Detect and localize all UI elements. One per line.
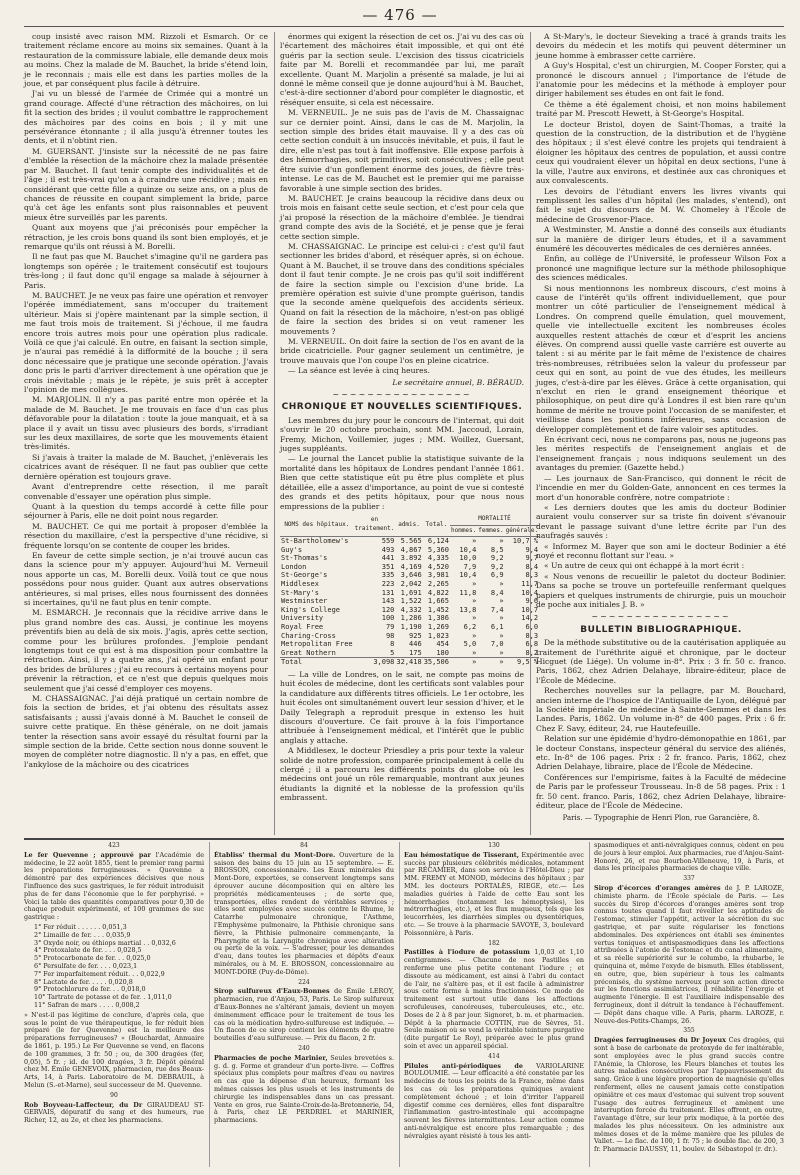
list-item: 7° Fer imparfaitement réduit. . . 0,022,9 bbox=[34, 969, 165, 978]
hospital-name: Charing-Cross bbox=[281, 631, 336, 640]
list-item: 11° Safran de mars . . . . 0,008,2 bbox=[34, 1000, 140, 1009]
table-cell: 8,3 bbox=[525, 571, 539, 580]
ad-body: Ces dragées, qui sont à base de carbonate de protoxyde de fer inaltérable, sont employées avec le plus grand succès contre l'Anémie, la Chlorose, les Fleurs blanches et toutes les autres maladies consécutives par l'appauvrissement du sang. Grâce à une légère proportion de magnésie qu'elles renferment, elles ne causent jamais cette constipation opiniâtre et ces maux d'estomac qui suivent trop souvent l'usage des autres ferrugineux et amènent une interruption forcée du traitement. Elles offrent, en outre, l'avantage d'être, sur leur prix modique, à la portée des malades les plus nécessiteux. On les administre aux mêmes doses et de la même manière que les pilules de Vallet. — Le flac. de 100, 1 fr. 75 ; le double flac. de 200, 3 fr. Pharmacie DAUSSY, 11, boulev. de Sébastopol (r. dr.). bbox=[594, 1036, 784, 1154]
table-cell: 175 bbox=[409, 648, 422, 657]
paragraph: Ce thème a été également choisi, et non moins habilement traité par M. Prescott Hewett, à St-George's Hospital. bbox=[536, 99, 786, 119]
table-cell: 143 bbox=[381, 597, 395, 606]
paragraph: Si j'avais à traiter la malade de M. Bauchet, j'enlèverais les cicatrices avant de réséquer. Il ne faut pas oublier que cette dernière opération est toujours grave. bbox=[24, 452, 268, 481]
table-group-header: MORTALITÉ bbox=[450, 514, 539, 525]
ornament-divider: ~~~~~~~~~~~~~~~~ bbox=[591, 612, 731, 622]
ad-title-eau-hemostatique: Eau hémostatique de Tisserant, bbox=[404, 850, 519, 859]
paragraph: Le docteur Bristol, doyen de Saint-Thomas, a traité la question de la construction, de la distribution et de l'hygiène des hôpitaux ; il s'est élevé contre les projets qui tendraient à éloigner les hôpitaux des centres de population, et aussi contre ceux qui voudraient élever un hôpital en deux sections, l'une à la ville, l'autre aux environs, et destinée aux cas chroniques et aux convalescents. bbox=[536, 119, 786, 186]
table-cell: 1,665 bbox=[427, 597, 449, 606]
paragraph: M. CHASSAIGNAC. J'ai déjà pratiqué un certain nombre de fois la section de brides, et j'ai obtenu des résultats assez satisfaisants ; aussi j'avais donné à M. Bauchet le conseil de suivre cette pratique. En thèse générale, on ne doit jamais tenter la résection sans avoir essayé du résultat fourni par la simple section de la bride. Cette section nous donne souvent le moyen de compléter notre diagnostic. Il n'y a pas, en effet, que l'ankylose de la mâchoire ou des cicatrices bbox=[24, 694, 268, 769]
table-cell: 559 bbox=[381, 537, 395, 546]
table-cell: 8,4 bbox=[490, 588, 504, 597]
paragraph: En faveur de cette simple section, je n'ai trouvé aucun cas dans la science pour m'y appuyer. Aujourd'hui M. Verneuil nous apporte un cas, M. Borelli deux. Voilà tout ce que nous possédons pour nous guider. Quant aux autres observations antérieures, si mal prises, elles nous fournissent des données si incertaines, qu'il ne faut plus en tenir compte. bbox=[24, 550, 268, 607]
paragraph: M. BAUCHET. Ce qui me portait à proposer d'emblée la résection du maxillaire, c'est la perspective d'une récidive, si fréquente lorsqu'on se contente de couper les brides. bbox=[24, 521, 268, 550]
table-cell: 14,2 bbox=[521, 614, 539, 623]
table-cell: » bbox=[499, 597, 504, 606]
table-cell: 8,5 bbox=[490, 545, 504, 554]
table-row bbox=[280, 537, 539, 546]
table-cell: 2,265 bbox=[427, 580, 449, 589]
column-divider bbox=[530, 32, 531, 835]
list-item: 6° Persulfate de fer. . . . 0,023,1 bbox=[34, 961, 138, 970]
paragraph: M. BAUCHET. Je crains beaucoup la récidive dans deux ou trois mois en faisant cette seule section, et c'est pour cela que j'ai proposé la résection de la mâchoire d'emblée. Je tiendrai grand compte des avis de la Société, et je pense que je ferai cette section simple. bbox=[280, 193, 524, 241]
paragraph: M. VERNEUIL. On doit faire la section de l'os en avant de la bride cicatricielle. Pour gagner seulement un centimètre, je trouve mauvais que l'on coupe l'os en pleine cicatrice. bbox=[280, 337, 524, 365]
table-cell: 4,822 bbox=[427, 588, 449, 597]
table-cell: 11,8 bbox=[459, 588, 477, 597]
table-cell: 7,9 bbox=[463, 562, 477, 571]
column-1 bbox=[24, 32, 268, 835]
table-cell: 6,124 bbox=[427, 537, 449, 546]
table-cell: 1,286 bbox=[400, 614, 422, 623]
table-cell: 9,2 bbox=[490, 554, 504, 563]
ad-body: 1,0,03 et 1,10 centigrammes. — Chacune de nos Pastilles en renferme une plus petite contenant l'iodure ; et dissoute au médicament, est ainsi à l'abri du contact de l'air, ne s'altère pas, et il est facile à administrer sous cette forme à mains fractionnées. Ce mode de traitement est surtout utile dans les affections scrofuleuses, cancéreuses, tuberculeuses, etc., etc. Doses de 2 à 8 par jour. Signoret, b. m. et pharmacien. Dépôt à la pharmacie COTTIN, rue de Sèvres, 51. Seule maison où se vend la véritable teinture purgative (dite purgatif Le Roy), préparée avec le plus grand soin et avec un appareil spécial. bbox=[404, 948, 584, 1050]
ad-title-sirop-eaux-bonnes: Sirop sulfureux d'Eaux-Bonnes bbox=[214, 987, 330, 996]
table-header: admis. bbox=[395, 514, 422, 537]
table-cell: 7,4 bbox=[490, 605, 504, 614]
paragraph: M. MARJOLIN. Il n'y a pas parité entre mon opérée et la malade de M. Bauchet. Je me trouvais en face d'un cas plus défavorable pour la dilatation : toute la joue manquait, et à sa place il y avait un tissu avec plusieurs des bords, s'irradiant sur les deux maxillaires, de sorte que les mouvements étaient très-limités. bbox=[24, 395, 268, 452]
paragraph: Il ne faut pas que M. Bauchet s'imagine qu'il ne gardera pas longtemps son opérée ; le traitement consécutif est toujours très-long ; il faut donc qu'il engage sa malade à séjourner à Paris. bbox=[24, 252, 268, 290]
ad-ref: 337 bbox=[683, 875, 695, 883]
table-row bbox=[280, 632, 539, 641]
hospital-name: St-Mary's bbox=[281, 588, 319, 597]
ad-divider bbox=[589, 842, 590, 1167]
paragraph: « Un autre de ceux qui ont échappé à la mort écrit : bbox=[544, 561, 745, 571]
biblio-title: BULLETIN BIBLIOGRAPHIQUE. bbox=[580, 624, 742, 635]
ad-title-fer-quevenne: Le fer Quevenne ; approuvé par bbox=[24, 850, 151, 859]
hospital-name: St-Thomas's bbox=[281, 554, 328, 563]
paragraph: Enfin, au collège de l'Université, le professeur Wilson Fox a prononcé une magnifique lecture sur la méthode philosophique des sciences médicales. bbox=[536, 254, 786, 283]
table-row bbox=[280, 563, 539, 572]
hospital-name: London bbox=[281, 562, 307, 571]
table-cell: Total bbox=[280, 658, 354, 667]
table-cell: 4,332 bbox=[400, 605, 422, 614]
table-cell: » bbox=[450, 658, 477, 667]
ad-body: l'Académie de médecine, le 22 août 1855, tient le premier rang parmi les préparations ferrugineuses. « Quevenne a démontré par des expériences décisives que nous l'influence des sucs gastriques, le fer réduit introduisit plus de fer dans l'économie que le fer porphyrisé. » Voici la table des quantités comparatives pour 0,30 de chaque produit expérimenté, et 100 grammes de suc gastrique : bbox=[24, 850, 204, 922]
table-cell: 13,8 bbox=[459, 605, 477, 614]
paragraph: — Les journaux de San-Francisco, qui donnent le récit de l'incendie en mer du Golden-Gate, annoncent en ces termes la mort d'un honorable confrère, notre compatriote : bbox=[536, 473, 786, 502]
paragraph: Avant d'entreprendre cette résection, il me paraît convenable d'essayer une opération plus simple. bbox=[24, 482, 268, 501]
table-cell: 446 bbox=[409, 640, 422, 649]
table-cell: 8,3 bbox=[525, 631, 539, 640]
table-cell: 9,4 bbox=[525, 545, 539, 554]
ad-body: spasmodiques et anti-névralgiques connus, cèdent en peu de jours à leur emploi. Aux pharmacies, rue d'Anjou-Saint-Honoré, 26, et rue Bourbon-Villeneuve, 19, à Paris, et dans les principales pharmacies de chaque ville. bbox=[594, 841, 784, 873]
table-cell: 4,867 bbox=[400, 545, 422, 554]
table-cell: 10,4 bbox=[459, 545, 477, 554]
table-cell: 120 bbox=[381, 605, 395, 614]
table-cell: 3.892 bbox=[400, 554, 422, 563]
table-cell: 10,4 bbox=[459, 571, 477, 580]
hospital-name: St-Bartholomew's bbox=[281, 537, 349, 546]
chronique-title: CHRONIQUE ET NOUVELLES SCIENTIFIQUES. bbox=[281, 402, 523, 413]
table-row bbox=[280, 614, 539, 623]
ad-title-dragees: Dragées ferrugineuses du Dr Joyeux bbox=[594, 1036, 726, 1045]
list-item: 1° Fer réduit . . . . . . 0,051,3 bbox=[34, 922, 127, 931]
table-header: générale. bbox=[505, 525, 540, 537]
ad-body: VARIOLARINE BOULOUMIÉ. — Leur efficacité a été constatée par les médecins de tous les points de la France, même dans les cas où les préparations quiniques avaient complètement échoué ; et loin d'irriter l'appareil digestif comme ces dernières, elles font disparaître l'inflammation gastro-intestinale qui accompagne souvent les fièvres intermittentes. Leur action comme anti-névralgique est encore plus remarquable ; des névralgies ayant résisté à tous les anti- bbox=[404, 1061, 584, 1140]
ad-ref: 414 bbox=[488, 1052, 500, 1060]
table-cell: 9,7 bbox=[525, 554, 539, 563]
paragraph: M. BAUCHET. Je ne veux pas faire une opération et renvoyer l'opérée immédiatement, sans m'occuper du traitement ultérieur. Mais si j'opère maintenant par la simple section, il me faut trois mois de traitement. Si j'échoue, il me faudra encore trois autres mois pour une opération plus radicale. Voilà ce que j'ai calculé. En outre, en faisant la section simple, je n'aurai pas remédié à la difformité de la bouche ; il sera donc nécessaire que je pratique une seconde opération. J'avais donc pris le parti d'arriver directement à une opération que je crois inévitable ; mais je le répète, je suis prêt à accepter l'opinion de mes collègues. bbox=[24, 290, 268, 395]
table-cell: 454 bbox=[436, 640, 449, 649]
paragraph: En écrivant ceci, nous ne comparons pas, nous ne jugeons pas les mérites respectifs de l'enseignement anglais et de l'enseignement français ; nous indiquons seulement un des avantages du premier. (Gazette hebd.) bbox=[536, 435, 786, 473]
table-cell: 2,042 bbox=[400, 580, 422, 589]
table-cell: 79 bbox=[385, 623, 395, 632]
table-cell: » bbox=[472, 614, 477, 623]
paragraph: A Westminster, M. Anstie a donné des conseils aux étudiants sur la manière de diriger leurs études, et il a savamment énuméré les découvertes médicales de ces dernières années. bbox=[536, 225, 786, 253]
list-item: 9° Protochlorure de fer. . . 0,018,0 bbox=[34, 985, 146, 994]
table-cell: 3,646 bbox=[400, 571, 422, 580]
table-cell: 8,4 bbox=[525, 562, 539, 571]
paragraph: Quant à la question du temps accordé à cette fille pour séjourner à Paris, elle ne doit point nous regarder. bbox=[24, 501, 268, 521]
table-cell: » bbox=[499, 648, 504, 657]
table-cell: 5,0 bbox=[463, 640, 477, 649]
table-cell: » bbox=[472, 648, 477, 657]
paragraph: J'ai vu un blessé de l'armée de Crimée qui a montré un grand courage. Affecté d'une rétraction des mâchoires, on lui fit la section des brides ; il voulut combattre le rapprochement des mâchoires par des coins en bois ; il y mit une persévérance étonnante ; il alla jusqu'à étrenner toutes les dents, et il n'obtint rien. bbox=[24, 89, 268, 146]
table-cell: » bbox=[499, 580, 504, 589]
table-cell: » bbox=[499, 614, 504, 623]
imprint: Paris. — Typographie de Henri Plon, rue Garancière, 8. bbox=[562, 813, 760, 822]
column-2 bbox=[280, 32, 539, 835]
table-cell: » bbox=[472, 580, 477, 589]
table-cell: 1,522 bbox=[400, 597, 422, 606]
ad-ref: 90 bbox=[110, 1091, 118, 1099]
hospital-name: Westminster bbox=[281, 597, 328, 606]
mortality-table bbox=[280, 514, 539, 667]
ad-title-mont-dore: Établiss' thermal du Mont-Dore. bbox=[214, 850, 336, 859]
paragraph: énormes qui exigent la résection de cet os. J'ai vu des cas où l'écartement des mâchoires était impossible, et qui ont été guéris par la section seule. L'excision des tissus cicatriciels faite par M. Borelli et recommandée par lui, me paraît excellente. Quant M. Marjolin a présenté sa malade, je lui ai donné le même conseil que je donne aujourd'hui à M. Bauchet, c'est-à-dire sectionner d'abord pour compléter le diagnostic, et réséquer ensuite, si cela est nécessaire. bbox=[280, 32, 524, 107]
hospital-name: Royal Free bbox=[281, 623, 324, 632]
table-cell: 11,7 bbox=[521, 580, 539, 589]
ad-title-rob: Rob Boyveau-Laffecteur, du Dr bbox=[24, 1100, 143, 1109]
ad-ref: 182 bbox=[488, 939, 500, 947]
table-cell: 4,169 bbox=[400, 562, 422, 571]
ad-title-sirop-oranges: Sirop d'écorces d'oranges amères bbox=[594, 883, 721, 892]
ornament-divider: ~~~~~~~~~~~~~~~~ bbox=[332, 390, 472, 400]
table-row bbox=[280, 571, 539, 580]
table-total-row bbox=[280, 658, 539, 667]
table-row bbox=[280, 580, 539, 589]
table-row bbox=[280, 623, 539, 632]
table-cell: 10,4 bbox=[521, 588, 539, 597]
paragraph: Si nous mentionnons les nombreux discours, c'est moins à cause de l'intérêt qu'ils offrent individuellement, que pour montrer un côté particulier de l'enseignement médical à Londres. On comprend quelle émulation, quel mouvement, quelle vie intellectuelle excitent les nombreuses écoles auxquelles restent attachés de cœur et d'esprit les anciens élèves. On comprend aussi quelle vaste carrière est ouverte au talent : si au mérite par le fait même de l'existence de chaires très-nombreuses, rétribuées selon la valeur du professeur par ceux qui en sont, au point de vue des études, les meilleurs juges, c'est-à-dire par les élèves. Grâce à cette organisation, qui n'exclut en rien le grand enseignement théorique et philosophique, on peut dire qu'à Londres il est bien rare qu'un homme de mérite ne trouve point l'occasion de se manifester, et vieillisse dans les positions inférieures, sans occasion de développer complètement et de faire valoir ses aptitudes. bbox=[536, 283, 786, 434]
table-cell: 8 bbox=[390, 640, 395, 649]
table-cell: 3,981 bbox=[427, 571, 449, 580]
ad-title-pilules: Pilules anti-périodiques de bbox=[404, 1061, 523, 1070]
hospital-name: Guy's bbox=[281, 545, 303, 554]
paragraph: A Guy's Hospital, c'est un chirurgien, M. Cooper Forster, qui a prononcé le discours annuel ; l'importance de l'étude de l'anatomie pour les médecins et la méthode à employer pour diriger habilement ses études en ont fait le fond. bbox=[536, 61, 786, 99]
ad-ref: 423 bbox=[108, 842, 120, 849]
hospital-name: Middlesex bbox=[281, 580, 319, 589]
table-header: hommes. bbox=[450, 525, 477, 537]
ad-body: de Émile LEROY, pharmacien, rue d'Anjou, 53, Paris. Le Sirop sulfureux d'Eaux-Bonnes ne s'altérant jamais, devient un moyen éminemment efficace pour le traitement de tous les cas où la médication hydro-sulfureuse est indiquée. — Un flacon de ce sirop contient les éléments de quatre bouteilles d'eau sulfureuse. — Prix du flacon, 2 fr. bbox=[214, 987, 394, 1043]
table-cell: 5.565 bbox=[400, 537, 422, 546]
ad-column-3 bbox=[404, 842, 584, 1167]
paragraph: M. CHASSAIGNAC. Le principe est celui-ci : c'est qu'il faut sectionner les brides d'abord, et réséquer après, si on échoue. Quant à M. Bauchet, il se trouve dans des conditions spéciales dont il faut tenir compte. Je ne crois pas qu'il soit indifférent de faire la section simple ou l'excision d'une bride. La première opération est suivie d'une prompte guérison, tandis que la seconde amène quelquefois des accidents sérieux. Quand on fait la résection de la mâchoire, n'est-on pas obligé de faire la section des brides si on veut ramener les mouvements ? bbox=[280, 241, 524, 336]
list-item: 2° Limaille de fer. . . . 0,035,9 bbox=[34, 930, 131, 939]
table-cell: 131 bbox=[381, 588, 395, 597]
table-cell: 9,5 % bbox=[505, 658, 540, 667]
table-cell: » bbox=[499, 537, 504, 546]
ad-title-pastilles: Pastilles à l'iodure de potassium bbox=[404, 948, 530, 957]
list-item: 4° Protoxalate de fer. . . . 0,028,5 bbox=[34, 946, 142, 955]
table-row bbox=[280, 546, 539, 555]
paragraph: Relation sur une épidémie d'hydro-démonopathie en 1861, par le docteur Constans, inspecteur général du service des aliénés, etc. In-8° de 106 pages. Prix : 2 fr. franco. Paris, 1862, chez Adrien Delahaye, libraire, place de l'École de Médecine. bbox=[536, 734, 786, 772]
page-number: — 476 — bbox=[362, 6, 438, 24]
paragraph: — Le journal the Lancet publie la statistique suivante de la mortalité dans les hôpitaux de Londres pendant l'année 1861. Bien que cette statistique eût pu être plus complète et plus détaillée, elle a assez d'importance, au point de vue si contesté des grands et des petits hôpitaux, pour que nous nous empressions de la publier : bbox=[280, 454, 524, 511]
table-row bbox=[280, 554, 539, 563]
ad-title-pharmacies: Pharmacies de poche Marinier, bbox=[214, 1053, 328, 1062]
secretary-signature: Le secrétaire annuel, B. BÉRAUD. bbox=[392, 377, 524, 387]
ad-ref: 130 bbox=[488, 842, 500, 849]
ad-divider bbox=[399, 842, 400, 1167]
paragraph: Les membres du jury pour le concours de l'internat, qui doit s'ouvrir le 20 octobre prochain, sont MM. Jaccoud, Lorain, Fremy, Michon, Voillemier, juges ; MM. Woillez, Guersant, juges suppléants. bbox=[280, 415, 524, 454]
table-cell: 1,452 bbox=[427, 605, 449, 614]
hospital-name: University bbox=[281, 614, 324, 623]
table-header: NOMS des hôpitaux. bbox=[280, 514, 354, 537]
ads-rule bbox=[24, 838, 784, 840]
ad-divider bbox=[209, 842, 210, 1167]
table-header: Total. bbox=[423, 514, 450, 537]
table-cell: 6,8 bbox=[525, 640, 539, 649]
hospital-name: St-George's bbox=[281, 571, 328, 580]
table-cell: 6,0 bbox=[525, 623, 539, 632]
list-item: 3° Oxyde noir, ou éthiops martial . . 0,032,6 bbox=[34, 938, 176, 947]
iron-list bbox=[24, 924, 204, 1010]
table-cell: 10,0 bbox=[459, 554, 477, 563]
table-cell: 925 bbox=[409, 631, 422, 640]
header-rule bbox=[24, 26, 784, 27]
ad-ref: 240 bbox=[298, 1044, 310, 1052]
table-cell: 1,023 bbox=[427, 631, 449, 640]
ad-column-4 bbox=[594, 842, 784, 1167]
paragraph: coup insisté avec raison MM. Rizzoli et Esmarch. Or ce traitement réclame encore au moins six semaines. Quant à la restauration de la commissure labiale, elle demande deux mois au moins. Chez la malade de M. Bauchet, la bride s'étend loin, je le reconnais ; mais elle est dans les parties molles de la joue, et par conséquent plus facile à détruire. bbox=[24, 32, 268, 89]
table-cell: 3,098 bbox=[354, 658, 396, 667]
table-cell: » bbox=[472, 631, 477, 640]
paragraph: Quant aux moyens que j'ai préconisés pour empêcher la rétraction, je les crois bons quand ils sont bien employés, et je remarque qu'ils ont réussi à M. Borelli. bbox=[24, 223, 268, 251]
table-cell: 335 bbox=[381, 571, 395, 580]
table-cell: 10,7 % bbox=[512, 537, 539, 546]
column-divider bbox=[274, 32, 275, 835]
paragraph: Recherches nouvelles sur la pellagre, par M. Bouchard, ancien interne de l'hospice de l'Antiquaille de Lyon, délégué par la Société impériale de médecine à Sainte-Gemmes et dans les Landes. Paris, 1862. Un volume in-8° de 400 pages. Prix : 6 fr. Chez F. Savy, éditeur, 24, rue Hautefeuille. bbox=[536, 686, 786, 733]
table-cell: 5 bbox=[390, 648, 395, 657]
ad-ref: 355 bbox=[683, 1027, 695, 1035]
ad-ref: 84 bbox=[300, 842, 308, 849]
table-header: en traitement. bbox=[354, 514, 396, 537]
table-cell: 5,360 bbox=[427, 545, 449, 554]
table-cell: 98 bbox=[385, 631, 395, 640]
table-cell: 7,0 bbox=[490, 640, 504, 649]
table-row bbox=[280, 606, 539, 615]
ad-body: » N'est-il pas légitime de conclure, d'après cela, que sous le point de vue thérapeutique, le fer réduit bien préparé (le fer Quevenne) est la meilleure des préparations ferrugineuses? » (Bouchardat, Annuaire de 1861, p. 195.) Le Fer Quevenne se vend, en flacons de 100 grammes, 3 fr. 50 ; ou, de 300 dragées (fer, 0,05), 5 fr. ; id. de 100 dragées, 3 fr. Dépôt général chez M. Émile GENEVOIX, pharmacien, rue des Beaux-Arts, 14, à Paris. Laboratoire de M. DEBRAUIL, à Melun (S.-et-Marne), seul successeur de M. Quevenne. bbox=[24, 1010, 204, 1089]
hospital-name: King's College bbox=[281, 605, 341, 614]
list-item: 10° Tartrate de potasse et de fer. . 1,011,0 bbox=[34, 993, 172, 1002]
paragraph: — La ville de Londres, on le sait, ne compte pas moins de huit écoles de médecine, dont les certificats sont valables pour la candidature aux différents titres officiels. Le 1er octobre, les huit écoles ont simultanément ouvert leur session d'hiver, et le Daily Telegraph a reproduit presque in extenso les huit discours d'ouverture. Ce fait prouve à la fois l'importance attribuée à l'enseignement médical, et l'intérêt que le public anglais y attache. bbox=[280, 670, 524, 745]
table-cell: 180 bbox=[436, 648, 449, 657]
paragraph: De la méthode substitutive ou de la cautérisation appliquée au traitement de l'uréthrite aiguë et chronique, par le docteur Hicguet (de Liége). Un volume in-8°. Prix : 3 fr. 50 c. franco. Paris, 1862, chez Adrien Delahaye, libraire-éditeur, place de l'École de Médecine. bbox=[536, 638, 786, 685]
ad-column-1 bbox=[24, 842, 204, 1167]
paragraph: M. ESMARCH. Je reconnais que la récidive arrive dans le plus grand nombre des cas. Aussi, je continue les moyens préventifs bien au delà de six mois. J'agis, après cette section, comme pour les brûlures profondes. J'emploie pendant longtemps tout ce qui est à ma disposition pour combattre la rétraction. Ainsi, il y a quatre ans, j'ai opéré un enfant pour des brides de brûlures ; j'ai eu recours à certains moyens pour prévenir la rétraction, et ce n'est que depuis quelques mois seulement que j'ai cessé d'employer ces moyens. bbox=[24, 608, 268, 693]
table-cell: 441 bbox=[381, 554, 395, 563]
table-cell: 9,2 bbox=[490, 562, 504, 571]
table-cell: 6,2 bbox=[463, 623, 477, 632]
paragraph: Les devoirs de l'étudiant envers les livres vivants qui remplissent les salles d'un hôpital (les malades, s'entend), ont fait le sujet du discours de M. W. Chomeley à l'École de médecine de Grosvenor-Place. bbox=[536, 186, 786, 224]
paragraph: A St-Mary's, le docteur Sieveking a tracé à grands traits les devoirs du médecin et les motifs qui peuvent déterminer un jeune homme à embrasser cette carrière. bbox=[536, 32, 786, 60]
ad-body: Expérimentée avec succès par plusieurs célébrités médicales, notamment par RÉCAMIER, dans son service à l'Hôtel-Dieu ; par MM. FREMY et MONOD, médecins des hôpitaux ; par MM. les docteurs PORTALÈS, RIEGE, etc.— Les maladies guéries à l'aide de cette Eau sont les hémorrhagies (notamment les hémoptysies), les métrorrhagies, etc.), et les flux muqueux, tels que les leucorrhées, les diarrhées simples ou dysentériques, etc. — Se trouve à la pharmacie SAVOYE, 3, boulevard Poissonnière, à Paris. bbox=[404, 850, 584, 937]
table-cell: 223 bbox=[381, 580, 395, 589]
table-cell: 6,9 bbox=[490, 571, 504, 580]
paragraph: A Middlesex, le docteur Priesdley a pris pour texte la valeur solide de notre profession, comparée principalement à celle du clergé ; il a parcouru les différents points du globe où les médecins ont joué un rôle remarquable, montrant aux jeunes étudiants la dignité et la noblesse de la profession qu'ils embrassent. bbox=[280, 746, 524, 803]
ad-column-2 bbox=[214, 842, 394, 1167]
paragraph: « Nous venons de recueillir le paletot du docteur Bodinier. Dans sa poche se trouve un portefeuille renfermant quelques papiers et quelques instruments de chirurgie, puis un mouchoir de poche aux initiales J. B. » bbox=[536, 571, 786, 609]
table-cell: » bbox=[499, 631, 504, 640]
table-cell: » bbox=[477, 658, 504, 667]
table-cell: 32,418 bbox=[396, 658, 422, 667]
paragraph: M. VERNEUIL. Je ne suis pas de l'avis de M. Chassaignac sur ce dernier point. Ainsi, dans le cas de M. Marjolin, la section simple des brides était mauvaise. Il y a des cas où cette section conduit à un insuccès inévitable, et puis, il faut le dire, elle n'est pas tout à fait inoffensive. Elle expose parfois à des hémorrhagies, soit primitives, soit consécutives ; elle peut être suivie d'un gonflement énorme des joues, de fièvre très-intense. Le cas de M. Bauchet est le premier qui me paraisse favorable à une simple section des brides. bbox=[280, 108, 524, 193]
paragraph: M. GUERSANT. J'insiste sur la nécessité de ne pas faire d'emblée la résection de la mâchoire chez la malade présentée par M. Bauchet. Il faut tenir compte des individualités et de l'âge ; il est très-vrai qu'on a à craindre une récidive ; mais en considérant que cette fille a quinze ou seize ans, on a plus de chances de réussite en coupant simplement la bride, parce qu'à cet âge les enfants sont plus raisonnables et peuvent mieux être surveillés par les parents. bbox=[24, 146, 268, 222]
ad-ref: 224 bbox=[298, 978, 310, 986]
table-cell: 35,506 bbox=[423, 658, 449, 667]
table-cell: 1,190 bbox=[400, 623, 422, 632]
table-cell: 6,1 bbox=[490, 623, 504, 632]
paragraph: « Informez M. Bayer que son ami le docteur Bodinier a été noyé et reconnu flottant sur l'eau. » bbox=[536, 541, 786, 560]
table-row bbox=[280, 640, 539, 649]
table-row bbox=[280, 589, 539, 598]
ad-body: Ouverture de la saison des bains du 15 juin au 15 septembre. — E. BROSSON, concessionnaire. Les Eaux minérales du Mont-Dore, exportées, se conservent longtemps sans éprouver aucune décomposition qui en altère les propriétés médicamenteuses ; de sorte que, transportées, elles rendent de véritables services ; elles sont employées avec succès contre le Rhume, le Catarrhe pulmonaire chronique, l'Asthme, l'Emphysème pulmonaire, la Phthisie chronique sans fièvre, la Phthisie pulmonaire commençante, la Pharyngite et la Laryngite chronique avec altération ou perte de la voix. — S'adresser, pour les demandes d'eau, dans toutes les pharmacies et dépôts d'eaux minérales, ou à M. E. BROSSON, concessionnaire au MONT-DORE (Puy-de-Dôme). bbox=[214, 850, 394, 976]
table-cell: 100 bbox=[381, 614, 395, 623]
table-cell: » bbox=[472, 597, 477, 606]
hospital-name: Great Nothern bbox=[281, 648, 336, 657]
paragraph: — La séance est levée à cinq heures. bbox=[288, 366, 430, 376]
table-cell: 4,520 bbox=[427, 562, 449, 571]
ad-body: Seules brevetées s. g. d. g. Forme et grandeur d'un porte-livre. — Coffres spéciaux plus complets pour maîtres d'eau ou navires en cas que la dépense d'un heureux, formant les mêmes caisses les plus usuels et les instruments de chirurgie les indispensables dans un cas pressant. Vente en gros, rue Sainte-Croix-de-la-Bretonnerie, 54, à Paris, chez LE PERDRIEL et MARINIER, pharmaciens. bbox=[214, 1053, 394, 1125]
table-cell: 493 bbox=[381, 545, 395, 554]
table-cell: 1,691 bbox=[400, 588, 422, 597]
list-item: 5° Protocarbonate de fer. . . 0,025,0 bbox=[34, 954, 151, 963]
column-3 bbox=[536, 32, 786, 835]
list-item: 8° Lactate de fer. . . . . 0,020,8 bbox=[34, 977, 133, 986]
table-cell: 1,386 bbox=[427, 614, 449, 623]
table-cell: 9,6 bbox=[525, 597, 539, 606]
table-cell: 1,269 bbox=[427, 623, 449, 632]
ad-body: GIRAUDEAU ST-GERVAIS, dépuratif du sang et des humeurs, rue Richer, 12, au 2e, et chez les pharmaciens. bbox=[24, 1100, 204, 1125]
table-header: femmes. bbox=[477, 525, 504, 537]
paragraph: Conférences sur l'empirisme, faites à la Faculté de médecine de Paris par le professeur Trousseau. In-8 de 58 pages. Prix : 1 fr. 50 cent. franco. Paris, 1862, chez Adrien Delahaye, libraire-éditeur, place de l'École de Médecine. bbox=[536, 772, 786, 811]
table-row bbox=[280, 597, 539, 606]
table-cell: » bbox=[472, 537, 477, 546]
table-cell: 8,2 bbox=[525, 648, 539, 657]
table-cell: 10,7 bbox=[521, 605, 539, 614]
table-cell: 4,335 bbox=[427, 554, 449, 563]
hospital-name: Metropolitan Free bbox=[281, 640, 353, 649]
paragraph: « Les derniers doutes que les amis du docteur Bodinier auraient voulu conserver sur sa triste fin doivent s'évanouir devant le passage suivant d'une lettre écrite par l'un des naufragés sauvés : bbox=[536, 502, 786, 541]
ad-body: de J. P. LAROZE, chimiste pharm. de l'École spéciale de Paris. — Les succès du Sirop d'écorces d'oranges amères sont trop connus toutes quand il faut réveiller les aptitudes de l'estomac, stimuler l'appétit, activer la sécrétion du suc gastrique, et par suite régulariser les fonctions abdominales. Des expériences ont établi ses éminentes vertus toniques et antispasmodiques dans les affections attribuées à l'atonie de l'estomac et du canal alimentaire, et sa réelle supériorité sur le columbo, la rhubarbe, le quinquina et, même l'oxyde de bismuth. Elles établissent, en outre, que, bien supérieur à tous les calmants préconisés, du système nerveux pour son action directe sur les fonctions assimilatrices, il réhabilite l'énergie et augmente l'énergie. Il est l'auxiliaire indispensable des ferrugineux, dont il détruit la tendance à l'échauffement. — Dépôt dans chaque ville. A Paris, pharm. LAROZE, r. Neuve-des-Petits-Champs, 26. bbox=[594, 883, 784, 1025]
table-row bbox=[280, 649, 539, 658]
table-cell: 351 bbox=[381, 562, 395, 571]
